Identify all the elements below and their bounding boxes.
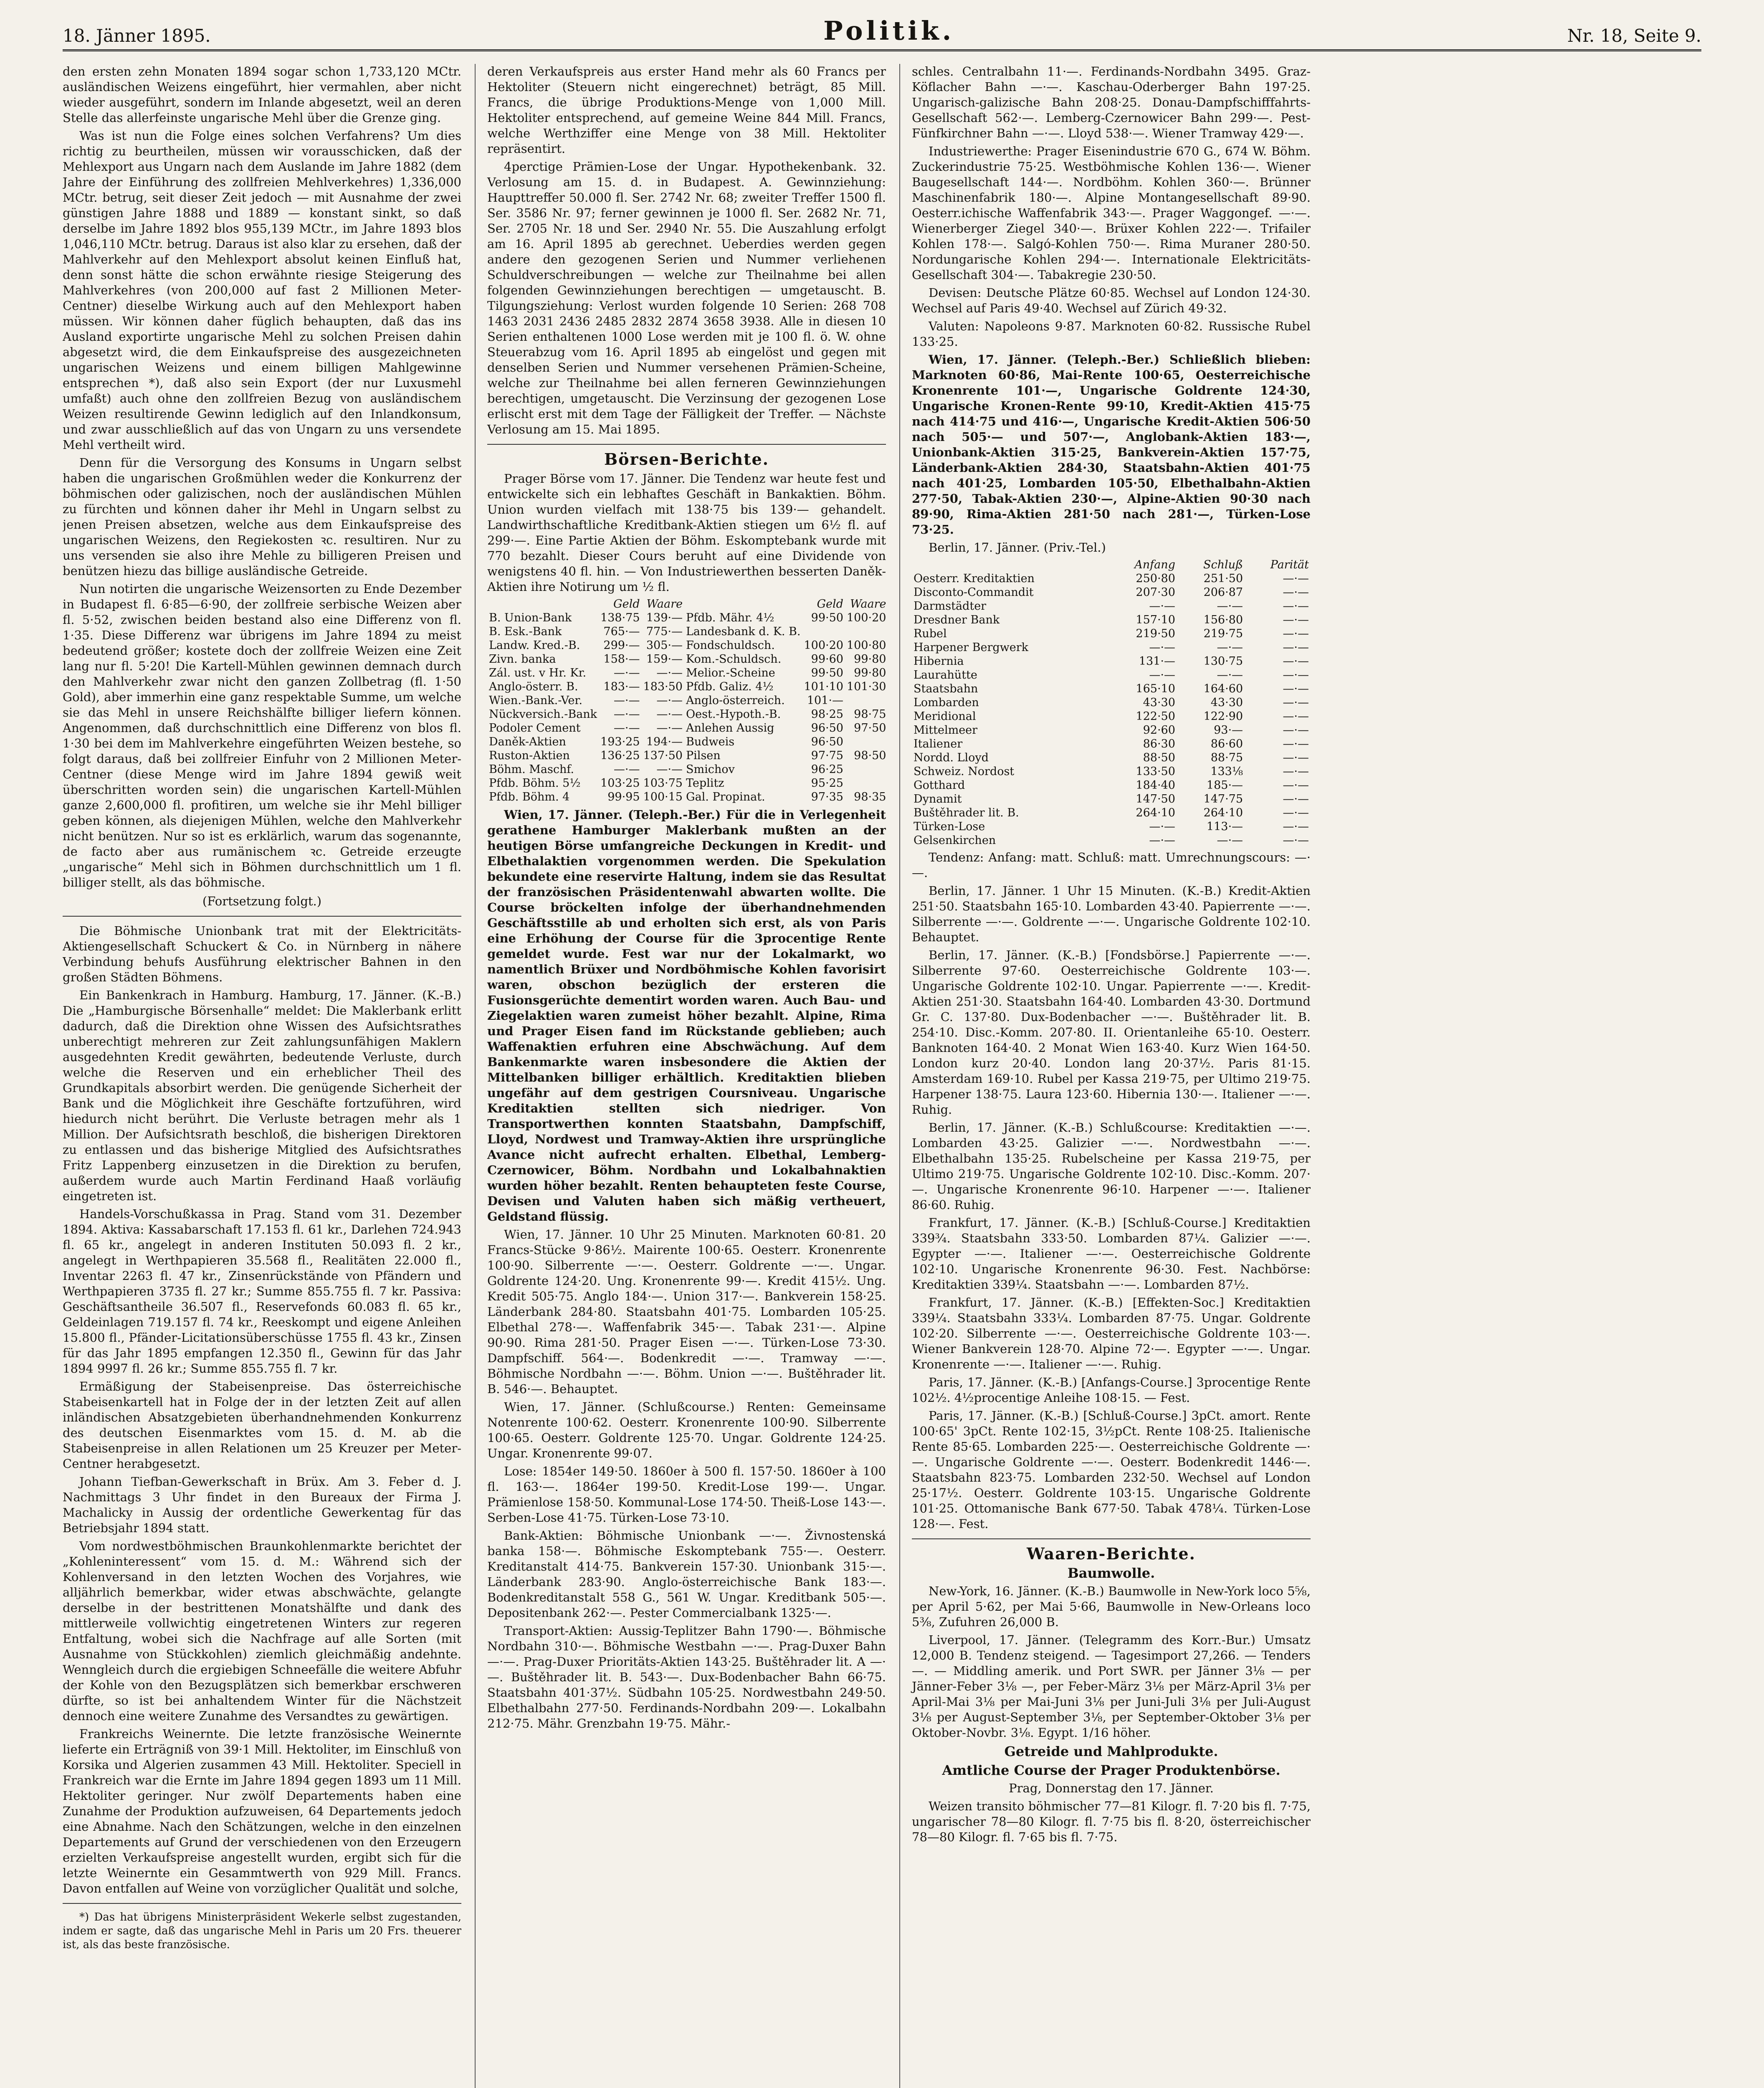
table-cell: Anlehen Aussig: [686, 722, 774, 735]
table-cell: 184·40: [1136, 779, 1175, 792]
table-cell: 96·25: [811, 763, 843, 776]
table-row: [487, 776, 886, 790]
table-row: [912, 834, 1311, 847]
market-report: New-York, 16. Jänner. (K.-B.) Baumwolle in New-York loco 5⅝, per April 5·62, per Mai 5·66, Baumwolle in New-Orleans loco 5⅜, Zufuhren 26,000 B.: [912, 1584, 1311, 1629]
masthead: [63, 15, 1701, 51]
article-paragraph: den ersten zehn Monaten 1894 sogar schon 1,733,120 MCtr. ausländischen Weizens eingeführt, hier vermahlen, aber nicht wieder ausgeführt, sondern im Inlande abgesetzt, weil an deren Stelle das allerfeinste ungarische Mehl über die Grenze ging.: [63, 64, 461, 125]
table-cell: 101·—: [807, 694, 843, 707]
table-header: [912, 558, 1311, 572]
table-row: [487, 707, 886, 721]
market-report: Lose: 1854er 149·50. 1860er à 500 fl. 157·50. 1860er à 100 fl. 163·—. 1864er 199·50. Kredit-Lose 199·—. Ungar. Prämienlose 158·50. Kommunal-Lose 174·50. Theiß-Lose 143·—. Serben-Lose 41·75. Türken-Lose 73·10.: [487, 1464, 886, 1525]
market-report: schles. Centralbahn 11·—. Ferdinands-Nordbahn 3495. Graz-Köflacher Bahn —·—. Kaschau-Oderberger Bahn 197·25. Ungarisch-galizische Bahn 208·25. Donau-Dampfschifffahrts-Gesellschaft 562·—. Lemberg-Czernowicer Bahn 299·—. Pest-Fünfkirchner Bahn —·—. Lloyd 538·—. Wiener Tramway 429·—.: [912, 64, 1311, 140]
table-cell: [845, 763, 886, 776]
table-cell: 99·50: [811, 611, 843, 624]
table-cell: Nordd. Lloyd: [914, 751, 989, 764]
table-cell: 206·87: [1203, 586, 1243, 599]
table-row: [487, 694, 886, 707]
table-cell: Meridional: [914, 710, 976, 723]
market-report: Devisen: Deutsche Plätze 60·85. Wechsel auf London 124·30. Wechsel auf Paris 49·40. Wechsel auf Zürich 49·32.: [912, 286, 1311, 315]
table-cell: Italiener: [914, 737, 963, 750]
table-row: [912, 613, 1311, 627]
table-cell: 305·—: [646, 639, 683, 652]
page-number: Nr. 18, Seite 9.: [1567, 25, 1701, 46]
issue-date: 18. Jänner 1895.: [63, 25, 211, 46]
table-cell: 86·60: [1210, 737, 1243, 750]
market-report: Wien, 17. Jänner. 10 Uhr 25 Minuten. Marknoten 60·81. 20 Francs-Stücke 9·86½. Mairente 100·65. Oesterr. Kronenrente 100·90. Silberrente —·—. Oesterr. Goldrente —·—. Ungar. Goldrente 124·20. Ung. Kronenrente 99·—. Kredit 415½. Ung. Kredit 505·75. Anglo 184·—. Union 317·—. Bankverein 158·25. Länderbank 284·80. Staatsbahn 401·75. Lombarden 105·25. Elbethal 278·—. Waffenfabrik 345·—. Tabak 231·—. Alpine 90·90. Rima 281·50. Prager Eisen —·—. Türken-Lose 73·30. Dampfschiff. 564·—. Bodenkredit —·—. Tramway —·—. Böhmische Nordbahn —·—. Böhm. Union —·—. Buštěhrader lit. B. 546·—. Behauptet.: [487, 1227, 886, 1396]
table-cell: 99·50: [811, 666, 843, 679]
table-cell: Zivn. banka: [489, 653, 556, 666]
news-item: Johann Tiefban-Gewerkschaft in Brüx. Am 3. Feber d. J. Nachmittags 3 Uhr findet in den Bureaux der Firma J. Machalicky in Aussig der ordentliche Gewerkentag für das Betriebsjahr 1894 statt.: [63, 1475, 461, 1535]
market-report: Berlin, 17. Jänner. 1 Uhr 15 Minuten. (K.-B.) Kredit-Aktien 251·50. Staatsbahn 165·10. Lombarden 43·40. Papierrente —·—. Silberrente —·—. Goldrente —·—. Ungarische Goldrente 102·10. Behauptet.: [912, 884, 1311, 944]
market-report: Prager Börse vom 17. Jänner. Die Tendenz war heute fest und entwickelte sich ein lebhaftes Geschäft in Bankaktien. Böhm. Union wurden vielfach mit 138·75 bis 139·— gehandelt. Landwirthschaftliche Kreditbank-Aktien stiegen um 6½ fl. auf 299·—. Eine Partie Aktien der Böhm. Eskomptebank wurde mit 770 bezahlt. Dieser Cours beruht auf eine Dividende von wenigstens 40 fl. hin. — Von Industriewerthen besserten Daněk-Aktien ihre Notirung um ½ fl.: [487, 471, 886, 594]
table-cell: —·—: [1283, 724, 1309, 737]
news-item: Frankreichs Weinernte. Die letzte französische Weinernte lieferte ein Erträgniß von 39·1 Mill. Hektoliter, im Einschluß von Korsika und Algerien zusammen 43 Mill. Hektoliter. Speciell in Frankreich war die Ernte im Jahre 1894 gegen 1893 um 11 Mill. Hektoliter geringer. Nur zwölf Departements haben eine Zunahme der Produktion aufzuweisen, 64 Departements jedoch eine Abnahme. Nach den Schätzungen, welche in den einzelnen Departements auf Grund der verschiedenen von den Erzeugern erzielten Verkaufspreise angestellt wurden, ergibt sich für die letzte Weinernte ein Gesammtwerth von 929 Mill. Francs. Davon entfallen auf Weine von vorzüglicher Qualität und solche,: [63, 1727, 461, 1895]
market-report: Bank-Aktien: Böhmische Unionbank —·—. Živnostenská banka 158·—. Böhmische Eskomptebank 755·—. Oesterr. Kreditanstalt 414·75. Bankverein 157·30. Unionbank 315·—. Länderbank 283·90. Anglo-österreichische Bank 183·—. Bodenkreditanstalt 558 G., 561 W. Ungar. Kreditbank 505·—. Depositenbank 262·—. Pester Commercialbank 1325·—.: [487, 1528, 886, 1620]
table-cell: Nückversich.-Bank: [489, 708, 597, 721]
table-cell: 101·10: [804, 680, 843, 693]
table-cell: —·—: [613, 722, 640, 735]
table-row: [912, 806, 1311, 820]
table-cell: —·—: [1283, 600, 1309, 613]
table-cell: Smichov: [686, 763, 735, 776]
table-cell: Pfdb. Mähr. 4½: [686, 611, 774, 624]
table-row: [487, 763, 886, 776]
table-cell: 88·75: [1210, 751, 1243, 764]
subsection-heading: Getreide und Mahlprodukte.: [1004, 1743, 1218, 1759]
table-cell: Schweiz. Nordost: [914, 765, 1015, 778]
table-cell: 133·50: [1136, 765, 1175, 778]
table-row: [487, 666, 886, 680]
table-cell: —·—: [656, 763, 683, 776]
table-row: [487, 639, 886, 652]
table-cell: 138·75: [600, 611, 640, 624]
table-cell: —·—: [1217, 641, 1243, 654]
table-cell: 96·50: [811, 735, 843, 748]
table-cell: Kom.-Schuldsch.: [686, 653, 782, 666]
table-cell: 100·20: [846, 611, 886, 624]
table-cell: 130·75: [1203, 655, 1243, 668]
column-header: Parität: [1270, 558, 1309, 571]
table-cell: 185·—: [1206, 779, 1243, 792]
table-cell: —·—: [1283, 793, 1309, 806]
subsection-heading: Amtliche Course der Prager Produktenbörse.: [942, 1762, 1281, 1778]
table-cell: 101·30: [846, 680, 886, 693]
table-cell: —·—: [1283, 669, 1309, 682]
table-cell: Mittelmeer: [914, 724, 978, 737]
table-row: [487, 652, 886, 666]
market-report: Wien, 17. Jänner. (Teleph.-Ber.) Für die in Verlegenheit gerathene Hamburger Maklerbank mußten an der heutigen Börse umfangreiche Deckungen in Kredit- und Elbethalaktien vorgenommen werden. Die Spekulation bekundete eine reservirte Haltung, indem sie das Resultat der französischen Präsidentenwahl abwarten wollte. Die Course bröckelten infolge der überhandnehmenden Geschäftsstille ab und erholten sich erst, als von Paris eine Erhöhung der Course für die 3procentige Rente gemeldet wurde. Fest war nur der Lokalmarkt, wo namentlich Brüxer und Nordböhmische Kohlen favorisirt waren, obschon bezüglich der ersteren die Fusionsgerüchte dementirt worden waren. Auch Bau- und Ziegelaktien waren zumeist höher bezahlt. Alpine, Rima und Prager Eisen fand im Rückstande geblieben; auch Waffenaktien erfuhren eine Abschwächung. Auf dem Bankenmarkte waren insbesondere die Aktien der Mittelbanken billiger erhältlich. Kreditaktien blieben ungefähr auf dem gestrigen Coursniveau. Ungarische Kreditaktien stellten sich niedriger. Von Transportwerthen konnten Staatsbahn, Dampfschiff, Lloyd, Nordwest und Tramway-Aktien ihre ursprüngliche Avance nicht aufrecht erhalten. Elbethal, Lemberg-Czernowicer, Böhm. Nordbahn und Lokalbahnaktien wurden höher bezahlt. Renten behaupteten feste Course, Devisen und Valuten haben sich mäßig vertheuert, Geldstand flüssig.: [487, 808, 886, 1224]
table-cell: —·—: [1149, 669, 1175, 682]
table-cell: —·—: [1283, 586, 1309, 599]
table-cell: —·—: [1217, 669, 1243, 682]
table-cell: 264·10: [1203, 806, 1243, 819]
news-item: Ein Bankenkrach in Hamburg. Hamburg, 17. Jänner. (K.-B.) Die „Hamburgische Börsenhalle“ meldet: Die Maklerbank erlitt dadurch, daß die Direktion ohne Wissen des Aufsichtsrathes unberechtigt mehreren zur Zeit zahlungsunfähigen Maklern ausgedehnten Kredit gewährten, bedeutende Verluste, durch welche die Reserven und ein erheblicher Theil des Grundkapitals absorbirt werden. Die genügende Sicherheit der Bank und die Möglichkeit ihre Geschäfte fortzuführen, wird hiedurch nicht berührt. Die Verluste betragen mehr als 1 Million. Der Aufsichtsrath beschloß, die bisherigen Direktoren zu entlassen und das bisherige Mitglied des Aufsichtsrathes Fritz Lappenberg einzusetzen in die Direktion zu berufen, außerdem wurde auch Martin Ferdinand Haaß vorläufig eingetreten ist.: [63, 988, 461, 1203]
table-cell: Dresdner Bank: [914, 613, 1000, 626]
column-header: [487, 597, 599, 611]
column-header: Waare: [850, 598, 886, 611]
table-cell: [845, 625, 886, 639]
table-cell: Pfdb. Galiz. 4½: [686, 680, 774, 693]
table-cell: Hibernia: [914, 655, 964, 668]
market-report: Frankfurt, 17. Jänner. (K.-B.) [Effekten-Soc.] Kreditaktien 339¼. Staatsbahn 333¼. Lombarden 87·75. Ungar. Goldrente 102·20. Silberrente —·—. Oesterreichische Goldrente 103·—. Wiener Bankverein 128·70. Alpine 72·—. Egypter —·—. Ungar. Kronenrente —·—. Italiener —·—. Ruhig.: [912, 1295, 1311, 1371]
table-cell: 113·—: [1206, 820, 1243, 833]
table-cell: 97·35: [811, 791, 843, 803]
table-cell: Zál. ust. v Hr. Kr.: [489, 666, 587, 679]
table-cell: Harpener Bergwerk: [914, 641, 1029, 654]
table-cell: 99·60: [811, 653, 843, 666]
table-cell: 97·75: [811, 749, 843, 762]
section-heading: Börsen-Berichte.: [604, 450, 769, 469]
table-cell: 194·—: [646, 735, 683, 748]
table-cell: —·—: [613, 694, 640, 707]
table-cell: 193·25: [600, 735, 640, 748]
section-heading: Waaren-Berichte.: [1027, 1544, 1196, 1563]
table-row: [487, 790, 886, 804]
article-paragraph: Denn für die Versorgung des Konsums in Ungarn selbst haben die ungarischen Großmühlen weder die Konkurrenz der böhmischen oder galizischen, noch der ausländischen Mühlen zu fürchten und können daher ihr Mehl in Ungarn selbst zu jenen Preisen absetzen, welche aus dem Einkaufspreise des ungarischen Weizens, den Regiekosten ꝛc. resultiren. Nur zu uns versenden sie also ihre Mehle zu billigeren Preisen und benützen hiezu das billige ausländische Getreide.: [63, 456, 461, 578]
table-cell: 92·60: [1143, 724, 1175, 737]
table-cell: Anglo-österr. B.: [489, 680, 578, 693]
news-item: Handels-Vorschußkassa in Prag. Stand vom 31. Dezember 1894. Aktiva: Kassabarschaft 17.153 fl. 61 kr., Darlehen 724.943 fl. 65 kr., angelegt in anderen Instituten 50.093 fl. 2 kr., angelegt in Werthpapieren 35.568 fl., Realitäten 22.000 fl., Inventar 2263 fl. 47 kr., Zinsenrückstände von Pfändern und Werthpapieren 3735 fl. 27 kr.; Summe 855.755 fl. 7 kr. Passiva: Geschäftsantheile 36.507 fl., Reservefonds 60.083 fl. 65 kr., Geldeinlagen 719.157 fl. 74 kr., Reeskompt und eigene Anleihen 15.800 fl., Pfänder-Licitationsüberschüsse 1755 fl. 43 kr., Zinsen für das Jahr 1895 empfangen 12.350 fl., Gewinn für das Jahr 1894 9997 fl. 26 kr.; Summe 855.755 fl. 7 kr.: [63, 1207, 461, 1376]
table-cell: —·—: [1283, 737, 1309, 750]
table-cell: —·—: [656, 666, 683, 679]
table-row: [912, 627, 1311, 641]
table-cell: Pfdb. Böhm. 5½: [489, 777, 581, 790]
column-header: Waare: [646, 598, 683, 611]
divider: [63, 1903, 461, 1904]
market-report: Frankfurt, 17. Jänner. (K.-B.) [Schluß-Course.] Kreditaktien 339¾. Staatsbahn 333·50. Lombarden 87¼. Galizier —·—. Egypter —·—. Italiener —·—. Oesterreichische Goldrente 102·10. Ungarische Kronenrente 96·30. Fest. Nachbörse: Kreditaktien 339¼. Staatsbahn —·—. Lombarden 87½.: [912, 1216, 1311, 1292]
market-report: Valuten: Napoleons 9·87. Marknoten 60·82. Russische Rubel 133·25.: [912, 319, 1311, 349]
table-cell: Gal. Propinat.: [686, 791, 765, 803]
table-cell: 86·30: [1143, 737, 1175, 750]
table-cell: 165·10: [1136, 682, 1175, 695]
table-cell: 219·50: [1136, 627, 1175, 640]
table-cell: —·—: [1283, 613, 1309, 626]
column-header: Schluß: [1203, 558, 1243, 571]
table-cell: —·—: [1283, 641, 1309, 654]
table-cell: —·—: [1283, 765, 1309, 778]
table-cell: 183·50: [643, 680, 683, 693]
table-cell: 299·—: [603, 639, 640, 652]
table-cell: 219·75: [1203, 627, 1243, 640]
table-cell: —·—: [1283, 820, 1309, 833]
table-cell: Landw. Kred.-B.: [489, 639, 580, 652]
table-cell: 122·90: [1203, 710, 1243, 723]
table-cell: [845, 694, 886, 707]
table-cell: Fondschuldsch.: [686, 639, 775, 652]
table-cell: 765·—: [603, 625, 640, 638]
market-report: Wien, 17. Jänner. (Schlußcourse.) Renten: Gemeinsame Notenrente 100·62. Oesterr. Kronenrente 100·90. Silberrente 100·65. Oesterr. Goldrente 125·70. Ungar. Goldrente 124·25. Ungar. Kronenrente 99·07.: [487, 1400, 886, 1460]
table-cell: [845, 735, 886, 749]
table-cell: —·—: [1283, 834, 1309, 847]
market-report: Berlin, 17. Jänner. (Priv.-Tel.): [929, 540, 1106, 555]
table-row: [912, 778, 1311, 792]
table-row: [912, 723, 1311, 737]
table-cell: 147·50: [1136, 793, 1175, 806]
table-cell: Budweis: [686, 735, 735, 748]
table-cell: Gotthard: [914, 779, 965, 792]
table-cell: —·—: [1149, 600, 1175, 613]
table-row: [912, 751, 1311, 765]
table-cell: 103·75: [643, 777, 683, 790]
table-cell: 137·50: [643, 749, 683, 762]
table-cell: 136·25: [600, 749, 640, 762]
table-cell: [802, 625, 845, 639]
article-paragraph: Was ist nun die Folge eines solchen Verfahrens? Um dies richtig zu beurtheilen, müssen wir vorausschicken, daß der Mehlexport aus Ungarn nach dem Auslande im Jahre 1882 (dem Jahre der Einführung des zollfreien Mehlverkehres) 1,336,000 MCtr. betrug, seit dieser Zeit jedoch — mit Ausnahme der zwei günstigen Jahre 1888 und 1889 — konstant sinkt, so daß derselbe im Jahre 1892 blos 955,139 MCtr., im Jahre 1893 blos 1,046,110 MCtr. betrug. Daraus ist also klar zu ersehen, daß der Mahlverkehr auf den Mehlexport absolut keinen Einfluß hat, denn sonst hätte die schon erwähnte riesige Steigerung des Mahlverkehres (von 200,000 auf fast 2 Millionen Meter-Centner) dieselbe Wirkung auch auf den Mehlexport haben müssen. Wir können daher füglich behaupten, daß das ins Ausland exportirte ungarische Mehl zu solchen Preisen dahin abgesetzt wird, die dem Einkaufspreise des ausgezeichneten ungarischen Weizens und einem billigen Mahlgewinne entsprechen *), daß also sein Export (der nur Luxusmehl umfaßt) auch ohne den zollfreien Bezug von ausländischem Weizen resultirende Gewinn lediglich auf den Inlandkonsum, und zwar ausschließlich auf das von Ungarn zu uns versendete Mehl vertheilt wird.: [63, 129, 461, 452]
berlin-quotes-table: [912, 558, 1311, 847]
table-row: [912, 792, 1311, 806]
table-row: [912, 599, 1311, 613]
column-3: [899, 64, 1311, 2088]
news-item: 4perctige Prämien-Lose der Ungar. Hypothekenbank. 32. Verlosung am 15. d. in Budapest. A. Gewinnziehung: Haupttreffer 50.000 fl. Ser. 2742 Nr. 68; zweiter Treffer 1500 fl. Ser. 3586 Nr. 97; ferner gewinnen je 1000 fl. Ser. 2682 Nr. 71, Ser. 2705 Nr. 18 und Ser. 2940 Nr. 55. Die Auszahlung erfolgt am 16. April 1895 ab gerechnet. Ueberdies werden gegen andere den gezogenen Serien und Nummer verliehenen Schuldverschreibungen — welche zur Theilnahme bei allen folgenden Gewinnziehungen berechtigen — umgetauscht. B. Tilgungsziehung: Verlost wurden folgende 10 Serien: 268 708 1463 2031 2436 2485 2832 2874 3658 3938. Alle in diesen 10 Serien enthaltenen 1000 Lose werden mit je 100 fl. ö. W. ohne Steuerabzug vom 16. April 1895 ab eingelöst und gegen mit denselben Serien und Nummer versehenen Prämien-Scheine, welche zur Theilnahme bei allen ferneren Gewinnziehungen berechtigen, umgetauscht. Die Verzinsung der gezogenen Lose erlischt erst mit dem Tage der Fälligkeit der Treffer. — Nächste Verlosung am 15. Mai 1895.: [487, 160, 886, 436]
table-cell: Buštěhrader lit. B.: [914, 806, 1019, 819]
market-report: Berlin, 17. Jänner. (K.-B.) Schlußcourse: Kreditaktien —·—. Lombarden 43·25. Galizier —·—. Nordwestbahn —·—. Elbethalbahn 135·25. Rubelscheine per Kassa 219·75, per Ultimo 219·75. Ungarische Goldrente 102·10. Disc.-Komm. 207·—. Ungarische Kronenrente 96·10. Harpener —·—. Italiener 86·60. Ruhig.: [912, 1120, 1311, 1212]
table-row: [912, 572, 1311, 585]
table-cell: —·—: [1283, 751, 1309, 764]
table-cell: [845, 776, 886, 790]
table-cell: —·—: [1149, 834, 1175, 847]
table-cell: Lombarden: [914, 696, 979, 709]
table-cell: Laurahütte: [914, 669, 977, 682]
table-cell: —·—: [1283, 696, 1309, 709]
table-cell: Gelsenkirchen: [914, 834, 996, 847]
table-cell: 88·50: [1143, 751, 1175, 764]
table-cell: Darmstädter: [914, 600, 987, 613]
table-row: [912, 585, 1311, 599]
table-cell: 183·—: [603, 680, 640, 693]
table-cell: 43·30: [1210, 696, 1243, 709]
table-row: [912, 710, 1311, 723]
table-cell: Landesbank d. K. B.: [686, 625, 801, 638]
table-cell: Pfdb. Böhm. 4: [489, 791, 570, 803]
divider: [63, 916, 461, 917]
section-title: Politik.: [823, 15, 955, 46]
table-cell: 264·10: [1136, 806, 1175, 819]
table-cell: Melior.-Scheine: [686, 666, 775, 679]
table-row: [487, 611, 886, 625]
table-cell: Daněk-Aktien: [489, 735, 566, 748]
table-cell: —·—: [1283, 806, 1309, 819]
column-header: Anfang: [1134, 558, 1175, 571]
subsection-heading: Baumwolle.: [1067, 1565, 1155, 1581]
column-header: Geld: [613, 598, 640, 611]
news-item: Vom nordwestböhmischen Braunkohlenmarkte berichtet der „Kohleninteressent“ vom 15. d. M.: Während sich der Kohlenversand in den letzten Wochen des Vorjahres, wie alljährlich bemerkbar, wider etwas abschwächte, gelangte derselbe in der bestrittenen Monatshälfte und dank des mittlerweile vollwichtig eingetretenen Winters zur regeren Entfaltung, wobei sich die Nachfrage auf alle Sorten (mit Ausnahme von Stückkohlen) ziemlich gleichmäßig andehnte. Wenngleich durch die ergiebigen Schneefälle die weitere Abfuhr der Kohle von den Bezugsplätzen sich bemerkbar erschweren dürfte, so ist bei anhaltendem Winter für die Nächstzeit dennoch eine weitere Zunahme des Versandtes zu gewärtigen.: [63, 1539, 461, 1723]
prague-quotes-table: [487, 597, 886, 804]
market-report: Tendenz: Anfang: matt. Schluß: matt. Umrechnungscours: —·—.: [912, 850, 1311, 880]
table-cell: Wien.-Bank.-Ver.: [489, 694, 582, 707]
table-cell: Rubel: [914, 627, 947, 640]
table-cell: —·—: [613, 666, 640, 679]
table-cell: Anglo-österreich.: [686, 694, 785, 707]
table-cell: 139·—: [646, 611, 683, 624]
table-cell: 99·80: [854, 666, 886, 679]
market-report: Paris, 17. Jänner. (K.-B.) [Anfangs-Course.] 3procentige Rente 102½. 4½procentige Anleihe 108·15. — Fest.: [912, 1375, 1311, 1405]
table-row: [912, 696, 1311, 710]
table-cell: 99·80: [854, 653, 886, 666]
table-header: [487, 597, 886, 611]
table-cell: 98·75: [854, 708, 886, 721]
table-cell: —·—: [613, 763, 640, 776]
column-1: [63, 64, 461, 2088]
table-cell: Teplitz: [686, 777, 724, 790]
table-cell: 99·95: [607, 791, 640, 803]
table-row: [912, 737, 1311, 751]
market-report: Weizen transito böhmischer 77—81 Kilogr. fl. 7·20 bis fl. 7·75, ungarischer 78—80 Kilogr. fl. 7·75 bis fl. 8·20, österreichischer 78—80 Kilogr. fl. 7·65 bis fl. 7·75.: [912, 1799, 1311, 1844]
footnote: *) Das hat übrigens Ministerpräsident Wekerle selbst zugestanden, indem er sagte, daß das ungarische Mehl in Paris um 20 Frs. theuerer ist, als das beste französische.: [63, 1911, 461, 1951]
market-report: Berlin, 17. Jänner. (K.-B.) [Fondsbörse.] Papierrente —·—. Silberrente 97·60. Oesterreichische Goldrente 103·—. Ungarische Goldrente 102·10. Ungar. Papierrente —·—. Kredit-Aktien 251·30. Staatsbahn 164·40. Lombarden 43·30. Dortmund Gr. C. 137·80. Dux-Bodenbacher —·—. Buštěhrader lit. B. 254·10. Disc.-Komm. 207·80. II. Orientanleihe 65·10. Oesterr. Banknoten 164·40. 2 Monat Wien 163·40. Kurz Wien 164·50. London kurz 20·40. London lang 20·37½. Paris 81·15. Amsterdam 169·10. Rubel per Kassa 219·75, per Ultimo 219·75. Harpener 138·75. Laura 123·60. Hibernia 130·—. Italiener —·—. Ruhig.: [912, 948, 1311, 1117]
table-cell: Pilsen: [686, 749, 721, 762]
table-cell: 131·—: [1139, 655, 1175, 668]
table-row: [487, 680, 886, 694]
table-cell: 207·30: [1136, 586, 1175, 599]
table-cell: 158·—: [603, 653, 640, 666]
table-cell: Disconto-Commandit: [914, 586, 1034, 599]
table-cell: 100·80: [846, 639, 886, 652]
market-report: Wien, 17. Jänner. (Teleph.-Ber.) Schließlich blieben: Marknoten 60·86, Mai-Rente 100·65, Oesterreichische Kronenrente 101·—, Ungarische Goldrente 124·30, Ungarische Kronen-Rente 99·10, Kredit-Aktien 415·75 nach 414·75 und 416·—, Ungarische Kredit-Aktien 506·50 nach 505·— und 507·—, Anglobank-Aktien 183·—, Unionbank-Aktien 315·25, Bankverein-Aktien 157·75, Länderbank-Aktien 284·30, Staatsbahn-Aktien 401·75 nach 401·25, Lombarden 105·50, Elbethalbahn-Aktien 277·50, Tabak-Aktien 230·—, Alpine-Aktien 90·30 nach 89·90, Rima-Aktien 281·50 nach 281·—, Türken-Lose 73·25.: [912, 352, 1311, 537]
table-row: [487, 749, 886, 763]
divider: [912, 1538, 1311, 1539]
table-cell: 164·60: [1203, 682, 1243, 695]
article-paragraph: deren Verkaufspreis aus erster Hand mehr als 60 Francs per Hektoliter (Steuern nicht eingerechnet) beträgt, 85 Mill. Francs, die übrige Produktions-Menge von 1,000 Mill. Hektoliter entsprechend, auf gemeine Weine 844 Mill. Francs, welche Werthziffer eine Menge von 38 Mill. Hektoliter repräsentirt.: [487, 64, 886, 156]
table-cell: Podoler Cement: [489, 722, 581, 735]
table-cell: 250·80: [1136, 572, 1175, 585]
table-cell: 133⅛: [1210, 765, 1243, 778]
table-cell: 147·75: [1203, 793, 1243, 806]
table-cell: Böhm. Maschf.: [489, 763, 574, 776]
table-cell: 122·50: [1136, 710, 1175, 723]
continuation-note: (Fortsetzung folgt.): [202, 894, 322, 908]
table-cell: B. Esk.-Bank: [489, 625, 562, 638]
table-cell: 103·25: [600, 777, 640, 790]
table-cell: —·—: [1149, 641, 1175, 654]
table-cell: 95·25: [811, 777, 843, 790]
table-cell: —·—: [613, 708, 640, 721]
table-row: [487, 735, 886, 749]
table-cell: Ruston-Aktien: [489, 749, 570, 762]
table-cell: —·—: [1283, 779, 1309, 792]
table-cell: 93·—: [1214, 724, 1243, 737]
article-paragraph: Nun notirten die ungarische Weizensorten zu Ende Dezember in Budapest fl. 6·85—6·90, der zollfreie serbische Weizen aber fl. 5·52, zwischen beiden bestand also eine Differenz von fl. 1·35. Diese Differenz war übrigens im Jahre 1894 zu meist bedeutend größer; kostete doch der zollfreie Weizen eine Zeit lang nur fl. 5·20! Die Kartell-Mühlen gewinnen demnach durch den Mahlverkehr zwar nicht den ganzen Zollbetrag (fl. 1·50 Gold), aber immerhin eine ganz respektable Summe, um welche sie das Mehl in unsere Reichshälfte billiger liefern können. Angenommen, daß durchschnittlich eine Differenz von blos fl. 1·30 bei dem im Mahlverkehre eingeführten Weizen bestehe, so folgt daraus, daß bei zollfreier Einfuhr von 2 Millionen Meter-Centner (diese Menge wird im Jahre 1894 gewiß weit überschritten worden sein) die ungarischen Kartell-Mühlen ganze 2,600,000 fl. profitiren, um welche sie ihr Mehl billiger geben können, als diejenigen Mühlen, welche den Mahlverkehr nicht benützen. Nur so ist es erklärlich, warum das sogenannte, de facto aber aus rumänischem ꝛc. Getreide erzeugte „ungarische“ Mehl sich in Böhmen durchschnittlich um 1 fl. billiger stellt, als das böhmische.: [63, 582, 461, 889]
news-item: Ermäßigung der Stabeisenpreise. Das österreichische Stabeisenkartell hat in Folge der in der letzten Zeit auf allen inländischen Absatzgebieten überhandnehmenden Konkurrenz des deutschen Eisenmarktes vom 15. d. M. ab die Stabeisenpreise in allen Relationen um 25 Kreuzer per Meter-Centner herabgesetzt.: [63, 1379, 461, 1471]
market-report: Transport-Aktien: Aussig-Teplitzer Bahn 1790·—. Böhmische Nordbahn 310·—. Böhmische Westbahn —·—. Prag-Duxer Bahn —·—. Prag-Duxer Prioritäts-Aktien 143·25. Buštěhrader lit. A —·—. Buštěhrader lit. B. 543·—. Dux-Bodenbacher Bahn 66·75. Staatsbahn 401·37½. Südbahn 105·25. Nordwestbahn 249·50. Elbethalbahn 277·50. Ferdinands-Nordbahn 209·—. Lokalbahn 212·75. Mähr. Grenzbahn 19·75. Mähr.-: [487, 1624, 886, 1731]
table-cell: —·—: [656, 708, 683, 721]
market-report: Industriewerthe: Prager Eisenindustrie 670 G., 674 W. Böhm. Zuckerindustrie 75·25. Westböhmische Kohlen 136·—. Wiener Baugesellschaft 144·—. Nordböhm. Kohlen 360·—. Brünner Maschinenfabrik 180·—. Alpine Montangesellschaft 89·90. Oesterr.ichische Waffenfabrik 343·—. Prager Waggongef. —·—. Wienerberger Ziegel 340·—. Brüxer Kohlen 222·—. Trifailer Kohlen 178·—. Salgó-Kohlen 750·—. Rima Muraner 280·50. Nordungarische Kohlen 294·—. Internationale Elektricitäts-Gesellschaft 304·—. Tabakregie 230·50.: [912, 144, 1311, 282]
column-2: [475, 64, 886, 2088]
table-cell: 156·80: [1203, 613, 1243, 626]
table-row: [912, 820, 1311, 834]
table-cell: —·—: [1283, 627, 1309, 640]
table-cell: 100·15: [643, 791, 683, 803]
table-cell: B. Union-Bank: [489, 611, 572, 624]
table-cell: —·—: [1217, 834, 1243, 847]
column-header: Geld: [817, 598, 843, 611]
table-cell: 98·25: [811, 708, 843, 721]
table-cell: —·—: [1283, 572, 1309, 585]
divider: [487, 444, 886, 445]
table-row: [912, 765, 1311, 778]
table-cell: —·—: [1217, 600, 1243, 613]
column-header: [684, 597, 802, 611]
column-header: [912, 558, 1108, 572]
market-report: Paris, 17. Jänner. (K.-B.) [Schluß-Course.] 3pCt. amort. Rente 100·65' 3pCt. Rente 102·15, 3½pCt. Rente 108·25. Italienische Rente 85·65. Lombarden 225·—. Oesterreichische Goldrente —·—. Ungarische Goldrente —·—. Oesterr. Bodenkredit 1446·—. Staatsbahn 823·75. Lombarden 232·50. Wechsel auf London 25·17½. Oesterr. Goldrente 103·15. Ungarische Goldrente 101·25. Ottomanische Bank 677·50. Tabak 478¼. Türken-Lose 128·—. Fest.: [912, 1409, 1311, 1531]
table-row: [912, 654, 1311, 668]
table-cell: 98·35: [854, 791, 886, 803]
table-cell: —·—: [1149, 820, 1175, 833]
table-cell: —·—: [656, 722, 683, 735]
table-cell: —·—: [1283, 682, 1309, 695]
news-item: Die Böhmische Unionbank trat mit der Elektricitäts-Aktiengesellschaft Schuckert & Co. in Nürnberg in nähere Verbindung behufs Ausführung elektrischer Bahnen in den großen Städten Böhmens.: [63, 924, 461, 984]
table-cell: Staatsbahn: [914, 682, 978, 695]
table-cell: Oesterr. Kreditaktien: [914, 572, 1035, 585]
table-cell: —·—: [1283, 710, 1309, 723]
table-cell: 159·—: [646, 653, 683, 666]
table-cell: —·—: [656, 694, 683, 707]
table-row: [912, 682, 1311, 696]
table-cell: 96·50: [811, 722, 843, 735]
table-cell: 251·50: [1203, 572, 1243, 585]
table-row: [912, 641, 1311, 654]
market-report: Liverpool, 17. Jänner. (Telegramm des Korr.-Bur.) Umsatz 12,000 B. Tendenz steigend. — Tagesimport 27,266. — Tenders —. — Middling amerik. und Port SWR. per Jänner 3⅛ — per Jänner-Feber 3⅛ —, per Feber-März 3⅛ per März-April 3⅛ per April-Mai 3⅛ per Mai-Juni 3⅛ per Juni-Juli 3⅛ per Juli-August 3⅛ per August-September 3⅛, per September-Oktober 3⅛ per Oktober-Novbr. 3⅛. Egypt. 1/16 höher.: [912, 1633, 1311, 1740]
table-row: [912, 668, 1311, 682]
table-cell: 775·—: [646, 625, 683, 638]
table-cell: —·—: [1283, 655, 1309, 668]
table-cell: 98·50: [854, 749, 886, 762]
market-report: Prag, Donnerstag den 17. Jänner.: [1009, 1781, 1214, 1795]
table-cell: 157·10: [1136, 613, 1175, 626]
table-row: [487, 625, 886, 639]
table-cell: Dynamit: [914, 793, 962, 806]
table-cell: Oest.-Hypoth.-B.: [686, 708, 781, 721]
table-cell: Türken-Lose: [914, 820, 985, 833]
table-cell: 97·50: [854, 722, 886, 735]
table-cell: 100·20: [804, 639, 843, 652]
table-row: [487, 721, 886, 735]
table-cell: 43·30: [1143, 696, 1175, 709]
